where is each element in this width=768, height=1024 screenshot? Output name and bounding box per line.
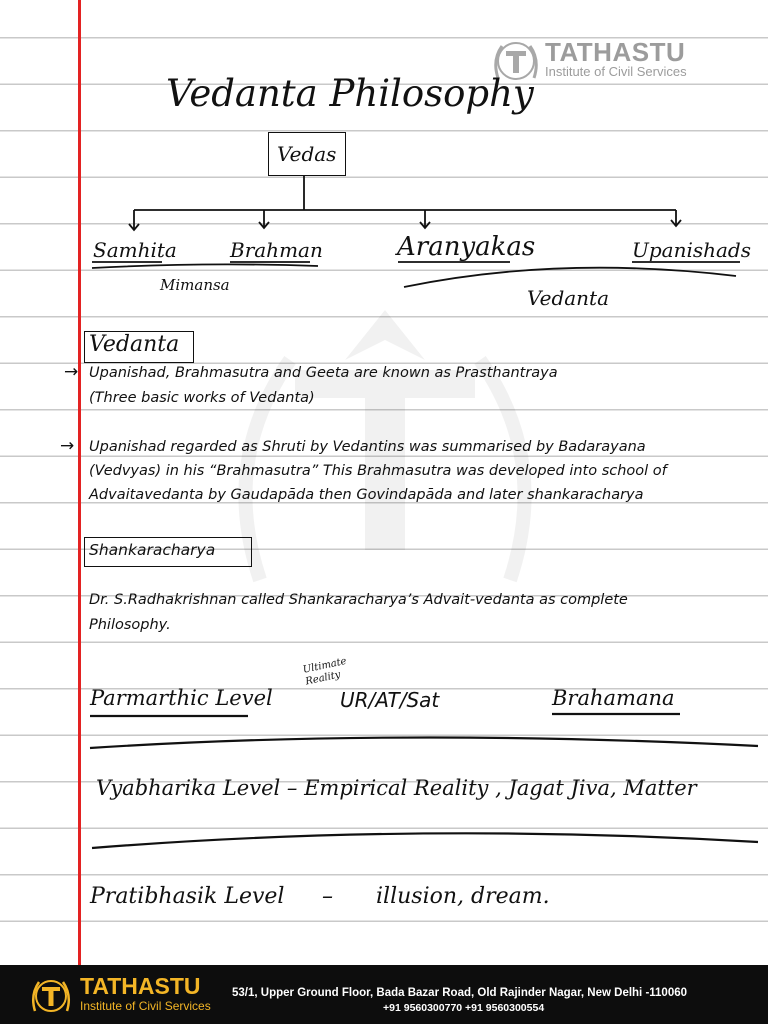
pratibhasik-level-value: illusion, dream. bbox=[376, 884, 550, 909]
watermark-brand: TATHASTU bbox=[545, 37, 686, 67]
vedanta-point2-line1: Upanishad regarded as Shruti by Vedantins was summarised by Badarayana bbox=[89, 439, 646, 455]
tree-child-samhita: Samhita bbox=[93, 238, 177, 262]
tathastu-footer-logo-icon bbox=[30, 975, 72, 1017]
footer-phones: +91 9560300770 +91 9560300554 bbox=[383, 1002, 545, 1014]
pratibhasik-dash: – bbox=[322, 884, 333, 909]
section-heading-shankaracharya: Shankaracharya bbox=[89, 541, 216, 559]
vedanta-point1-line1: Upanishad, Brahmasutra and Geeta are known as Prasthantraya bbox=[89, 365, 558, 381]
parmarthic-level-value: UR/AT/Sat bbox=[340, 688, 440, 712]
pratibhasik-level-label: Pratibhasik Level bbox=[90, 884, 285, 909]
tree-connector-lines bbox=[0, 0, 768, 330]
footer-address: 53/1, Upper Ground Floor, Bada Bazar Road, Old Rajinder Nagar, New Delhi -110060 bbox=[232, 987, 688, 999]
vyabharika-level-text: Vyabharika Level – Empirical Reality , Jagat Jiva, Matter bbox=[96, 776, 697, 800]
footer-brand: TATHASTU bbox=[80, 973, 201, 999]
parmarthic-level-result: Brahamana bbox=[552, 686, 675, 710]
group-label-mimansa: Mimansa bbox=[160, 276, 230, 294]
group-label-vedanta: Vedanta bbox=[527, 286, 610, 310]
background-emblem-icon bbox=[200, 300, 570, 620]
shankaracharya-text-line2: Philosophy. bbox=[89, 617, 171, 633]
footer-tagline: Institute of Civil Services bbox=[80, 999, 211, 1013]
ultimate-reality-note: Ultimate Reality bbox=[302, 655, 348, 688]
tree-child-upanishads: Upanishads bbox=[632, 238, 751, 262]
shankaracharya-text-line1: Dr. S.Radhakrishnan called Shankaracharya’s Advait-vedanta as complete bbox=[89, 592, 628, 608]
vedanta-point2-line2: (Vedvyas) in his “Brahmasutra” This Brahmasutra was developed into school of bbox=[89, 463, 667, 479]
arrow-right-icon: → bbox=[64, 362, 79, 382]
tree-child-brahman: Brahman bbox=[230, 238, 323, 262]
tree-root-label: Vedas bbox=[277, 142, 337, 166]
vedanta-point2-line3: Advaitavedanta by Gaudapāda then Govindapāda and later shankaracharya bbox=[89, 487, 644, 503]
vedanta-point1-line2: (Three basic works of Vedanta) bbox=[89, 390, 315, 406]
page-title: Vedanta Philosophy bbox=[166, 72, 534, 115]
parmarthic-level-label: Parmarthic Level bbox=[90, 686, 273, 710]
arrow-right-icon: → bbox=[60, 436, 75, 456]
tree-child-aranyakas: Aranyakas bbox=[397, 232, 536, 262]
section-heading-vedanta: Vedanta bbox=[89, 332, 180, 357]
watermark-tagline: Institute of Civil Services bbox=[545, 64, 687, 79]
